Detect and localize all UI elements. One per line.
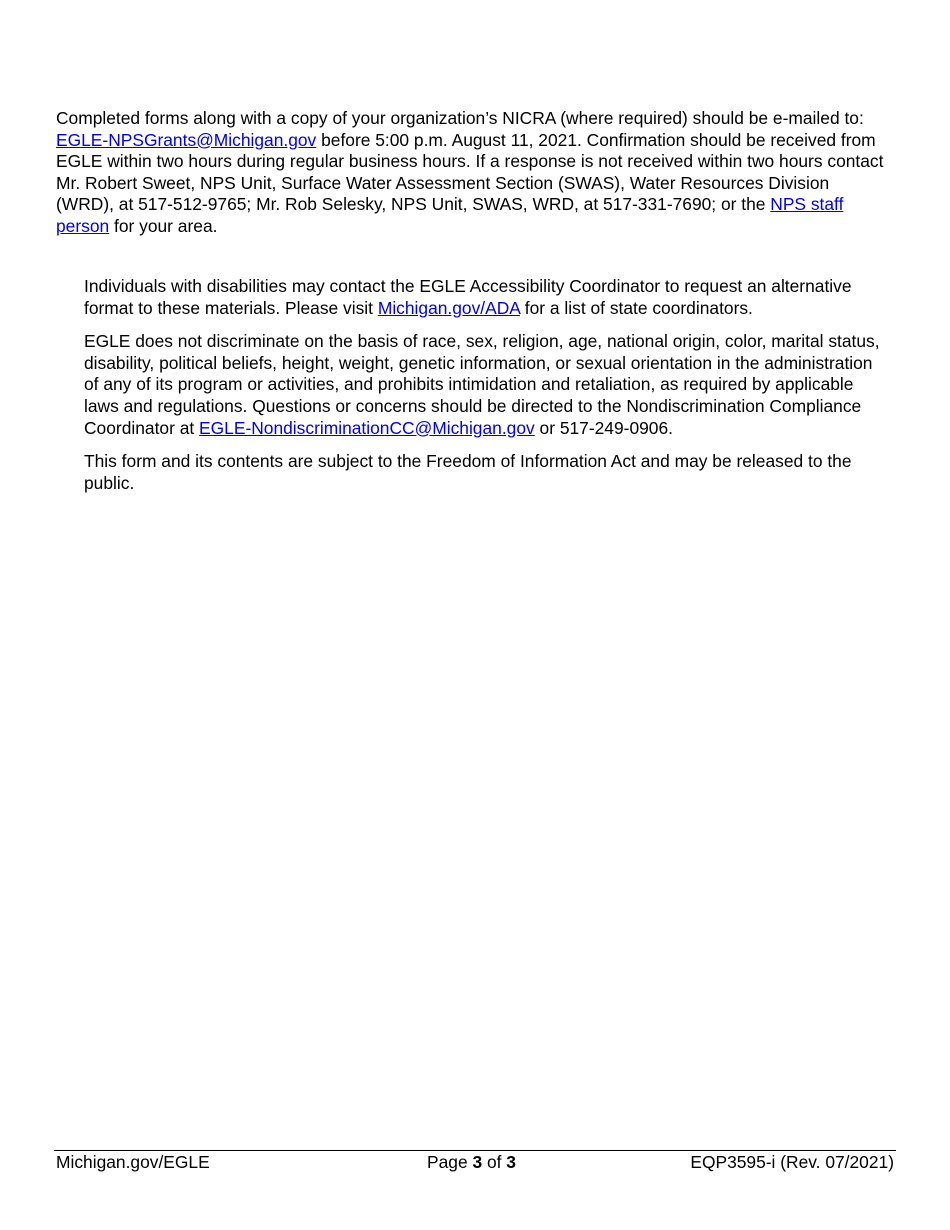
nondiscrimination-email-link[interactable]: EGLE-NondiscriminationCC@Michigan.gov <box>199 417 535 438</box>
ada-link[interactable]: Michigan.gov/ADA <box>377 297 520 318</box>
page-footer <box>56 1152 894 1174</box>
nondiscrimination-text-1: EGLE does not discriminate on the basis of race, sex, religion, age, national origin, color, marital status, disability, political beliefs, height, weight, genetic information, or sexual orientation in the administration of any of its program or activities, and prohibits intimidation and retaliation, as required by applicable laws and regulations. Questions or concerns should be directed to the Nondiscrimination Compliance Coordinator at <box>84 331 880 438</box>
nps-staff-person-link[interactable]: NPS staff person <box>56 194 844 236</box>
page-of: of <box>482 1152 507 1172</box>
page-current: 3 <box>472 1152 483 1172</box>
footer-page-number <box>427 1152 516 1174</box>
nondiscrimination-text-2: or 517-249-0906. <box>534 417 673 438</box>
nps-grants-email-link[interactable]: EGLE-NPSGrants@Michigan.gov <box>56 129 317 150</box>
footer-divider <box>54 1150 896 1151</box>
nondiscrimination-paragraph <box>84 331 884 439</box>
accessibility-paragraph <box>84 276 884 319</box>
page-prefix: Page <box>427 1152 473 1172</box>
foia-paragraph: This form and its contents are subject to the Freedom of Information Act and may be released to the public. <box>84 451 852 493</box>
intro-text-2: before 5:00 p.m. August 11, 2021. Confirmation should be received from EGLE within two hours during regular business hours. If a response is not received within two hours contact Mr. Robert Sweet, NPS Unit, Surface Water Assessment Section (SWAS), Water Resources Division (WRD), at 517-512-9765; Mr. Rob Selesky, NPS Unit, SWAS, WRD, at 517-331-7690; or the <box>56 129 884 215</box>
page-total: 3 <box>506 1152 516 1172</box>
accessibility-text-2: for a list of state coordinators. <box>519 297 753 318</box>
notice-block <box>84 276 884 506</box>
submission-instructions <box>56 108 886 238</box>
accessibility-text-1: Individuals with disabilities may contact the EGLE Accessibility Coordinator to request an alternative format to these materials. Please visit <box>84 276 852 318</box>
intro-text-1: Completed forms along with a copy of your organization’s NICRA (where required) should be e-mailed to: <box>56 108 864 128</box>
intro-text-3: for your area. <box>109 215 218 236</box>
footer-form-id: EQP3595-i (Rev. 07/2021) <box>690 1152 894 1172</box>
footer-website: Michigan.gov/EGLE <box>56 1152 210 1172</box>
